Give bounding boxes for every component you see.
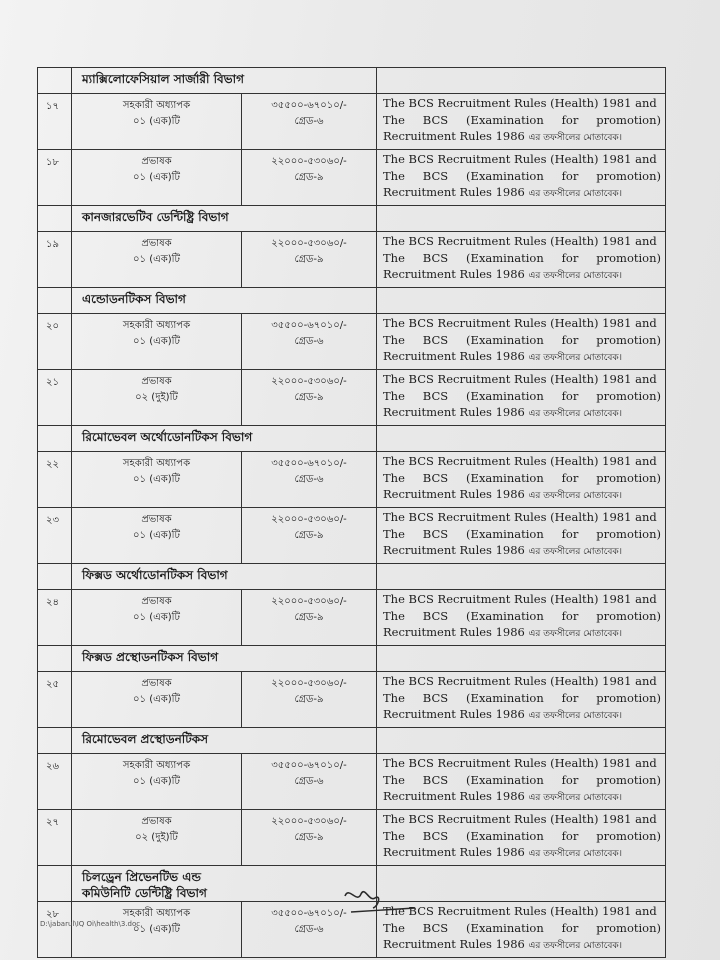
recruitment-rule-cell <box>377 232 666 288</box>
rule-line-2: The BCS (Examination for promotion) <box>383 470 661 485</box>
rule-line-3-bn: এর তফসীলের মোতাবেক। <box>528 353 622 363</box>
blank-cell <box>377 288 666 314</box>
posts-table-container <box>37 67 665 958</box>
table-row <box>38 672 666 728</box>
serial-number: ২৫ <box>38 672 72 728</box>
grade: গ্রেড-৬ <box>294 924 324 935</box>
rule-line-2: The BCS (Examination for promotion) <box>383 920 661 935</box>
grade: গ্রেড-৬ <box>294 776 324 787</box>
post-name: সহকারী অধ্যাপক <box>122 760 191 771</box>
post-cell <box>72 672 242 728</box>
pay-scale: ২২০০০-৫৩০৬০/- <box>271 376 347 387</box>
rule-line-3 <box>383 128 661 147</box>
footer-file-path: D:\jabarul\IQ Oi\health\3.doc <box>40 920 141 928</box>
grade: গ্রেড-৬ <box>294 336 324 347</box>
post-name: প্রভাষক <box>141 678 172 689</box>
pay-scale: ২২০০০-৫৩০৬০/- <box>271 596 347 607</box>
pay-scale-cell <box>242 232 377 288</box>
recruitment-rule-cell <box>377 754 666 810</box>
table-row <box>38 754 666 810</box>
rule-line-1: The BCS Recruitment Rules (Health) 1981 and <box>383 756 657 770</box>
rule-line-3-bn: এর তফসীলের মোতাবেক। <box>528 271 622 281</box>
blank-cell <box>38 728 72 754</box>
rule-line-3-en: Recruitment Rules 1986 <box>383 129 525 143</box>
post-count: ০১ (এক)টি <box>133 776 180 787</box>
section-header-row <box>38 206 666 232</box>
post-cell <box>72 810 242 866</box>
grade: গ্রেড-৯ <box>294 254 324 265</box>
rule-line-1: The BCS Recruitment Rules (Health) 1981 and <box>383 152 657 166</box>
post-name: প্রভাষক <box>141 376 172 387</box>
post-name: সহকারী অধ্যাপক <box>122 458 191 469</box>
section-name: কমিউনিটি ডেন্টিষ্ট্রি বিভাগ <box>82 886 207 900</box>
section-name-cell <box>72 206 377 232</box>
rule-line-3-bn: এর তফসীলের মোতাবেক। <box>528 629 622 639</box>
rule-line-3-en: Recruitment Rules 1986 <box>383 487 525 501</box>
rule-line-3-bn: এর তফসীলের মোতাবেক। <box>528 793 622 803</box>
serial-number: ১৯ <box>38 232 72 288</box>
recruitment-rule-cell <box>377 508 666 564</box>
rule-line-3-en: Recruitment Rules 1986 <box>383 845 525 859</box>
post-cell <box>72 754 242 810</box>
pay-scale-cell <box>242 150 377 206</box>
post-cell <box>72 150 242 206</box>
blank-cell <box>38 426 72 452</box>
post-name: প্রভাষক <box>141 514 172 525</box>
serial-number: ২১ <box>38 370 72 426</box>
pay-scale-cell <box>242 672 377 728</box>
pay-scale-cell <box>242 590 377 646</box>
rule-line-3 <box>383 788 661 807</box>
pay-scale: ৩৫৫০০-৬৭০১০/- <box>271 908 347 919</box>
rule-line-3-en: Recruitment Rules 1986 <box>383 405 525 419</box>
section-name: ফিক্সড অর্থোডোনটিকস বিভাগ <box>82 568 228 582</box>
rule-line-1: The BCS Recruitment Rules (Health) 1981 and <box>383 592 657 606</box>
post-count: ০২ (দুই)টি <box>135 392 178 403</box>
post-count: ০১ (এক)টি <box>133 924 180 935</box>
section-header-row <box>38 564 666 590</box>
serial-number: ১৮ <box>38 150 72 206</box>
section-name: চিলড্রেন প্রিভেনটিভ এন্ড <box>82 870 201 884</box>
serial-number: ২৭ <box>38 810 72 866</box>
post-cell <box>72 232 242 288</box>
rule-line-2: The BCS (Examination for promotion) <box>383 250 661 265</box>
section-name-cell <box>72 68 377 94</box>
rule-line-1: The BCS Recruitment Rules (Health) 1981 and <box>383 372 657 386</box>
recruitment-rule-cell <box>377 452 666 508</box>
blank-cell <box>38 564 72 590</box>
section-name-cell <box>72 564 377 590</box>
blank-cell <box>38 646 72 672</box>
post-cell <box>72 452 242 508</box>
rule-line-2: The BCS (Examination for promotion) <box>383 526 661 541</box>
post-cell <box>72 508 242 564</box>
rule-line-1: The BCS Recruitment Rules (Health) 1981 and <box>383 510 657 524</box>
rule-line-1: The BCS Recruitment Rules (Health) 1981 and <box>383 812 657 826</box>
grade: গ্রেড-৬ <box>294 116 324 127</box>
pay-scale-cell <box>242 94 377 150</box>
pay-scale-cell <box>242 370 377 426</box>
rule-line-3 <box>383 624 661 643</box>
rule-line-2: The BCS (Examination for promotion) <box>383 332 661 347</box>
rule-line-3-en: Recruitment Rules 1986 <box>383 707 525 721</box>
recruitment-rule-cell <box>377 94 666 150</box>
blank-cell <box>38 288 72 314</box>
table-row <box>38 94 666 150</box>
grade: গ্রেড-৯ <box>294 612 324 623</box>
rule-line-2: The BCS (Examination for promotion) <box>383 112 661 127</box>
blank-cell <box>38 68 72 94</box>
section-name: কানজারভেটিব ডেন্টিষ্ট্রি বিভাগ <box>82 210 229 224</box>
rule-line-1: The BCS Recruitment Rules (Health) 1981 and <box>383 674 657 688</box>
section-name-cell <box>72 426 377 452</box>
rule-line-2: The BCS (Examination for promotion) <box>383 608 661 623</box>
rule-line-3 <box>383 184 661 203</box>
post-count: ০১ (এক)টি <box>133 612 180 623</box>
rule-line-1: The BCS Recruitment Rules (Health) 1981 and <box>383 454 657 468</box>
rule-line-1: The BCS Recruitment Rules (Health) 1981 and <box>383 96 657 110</box>
rule-line-3-bn: এর তফসীলের মোতাবেক। <box>528 189 622 199</box>
post-count: ০১ (এক)টি <box>133 254 180 265</box>
posts-table-body <box>38 68 666 958</box>
rule-line-3 <box>383 542 661 561</box>
recruitment-rule-cell <box>377 370 666 426</box>
blank-cell <box>377 206 666 232</box>
pay-scale: ৩৫৫০০-৬৭০১০/- <box>271 760 347 771</box>
grade: গ্রেড-৯ <box>294 392 324 403</box>
serial-number: ২২ <box>38 452 72 508</box>
rule-line-2: The BCS (Examination for promotion) <box>383 690 661 705</box>
grade: গ্রেড-৯ <box>294 694 324 705</box>
pay-scale-cell <box>242 314 377 370</box>
rule-line-3-bn: এর তফসীলের মোতাবেক। <box>528 547 622 557</box>
pay-scale-cell <box>242 452 377 508</box>
rule-line-3 <box>383 266 661 285</box>
recruitment-rule-cell <box>377 150 666 206</box>
pay-scale: ২২০০০-৫৩০৬০/- <box>271 816 347 827</box>
pay-scale-cell <box>242 508 377 564</box>
post-cell <box>72 94 242 150</box>
rule-line-3 <box>383 486 661 505</box>
rule-line-1: The BCS Recruitment Rules (Health) 1981 and <box>383 904 657 918</box>
rule-line-3 <box>383 936 661 955</box>
rule-line-3-en: Recruitment Rules 1986 <box>383 789 525 803</box>
serial-number: ২৪ <box>38 590 72 646</box>
post-name: সহকারী অধ্যাপক <box>122 908 191 919</box>
section-name-cell <box>72 728 377 754</box>
recruitment-rule-cell <box>377 810 666 866</box>
pay-scale: ২২০০০-৫৩০৬০/- <box>271 156 347 167</box>
rule-line-3-en: Recruitment Rules 1986 <box>383 937 525 951</box>
blank-cell <box>377 646 666 672</box>
blank-cell <box>377 426 666 452</box>
serial-number: ১৭ <box>38 94 72 150</box>
pay-scale-cell <box>242 754 377 810</box>
rule-line-3-bn: এর তফসীলের মোতাবেক। <box>528 941 622 951</box>
section-header-row <box>38 68 666 94</box>
rule-line-3-bn: এর তফসীলের মোতাবেক। <box>528 711 622 721</box>
serial-number: ২৩ <box>38 508 72 564</box>
recruitment-rule-cell <box>377 314 666 370</box>
rule-line-2: The BCS (Examination for promotion) <box>383 168 661 183</box>
post-name: প্রভাষক <box>141 238 172 249</box>
pay-scale: ৩৫৫০০-৬৭০১০/- <box>271 100 347 111</box>
section-name: এন্ডোডনটিকস বিভাগ <box>82 292 186 306</box>
post-cell <box>72 314 242 370</box>
section-name: ম্যাক্সিলোফেসিয়াল সার্জারী বিভাগ <box>82 72 244 86</box>
rule-line-2: The BCS (Examination for promotion) <box>383 828 661 843</box>
post-name: সহকারী অধ্যাপক <box>122 320 191 331</box>
rule-line-3-en: Recruitment Rules 1986 <box>383 543 525 557</box>
section-name: ফিক্সড প্রস্থোডনটিকস বিভাগ <box>82 650 219 664</box>
table-row <box>38 370 666 426</box>
posts-table <box>37 67 666 958</box>
post-count: ০১ (এক)টি <box>133 172 180 183</box>
rule-line-3 <box>383 706 661 725</box>
section-name: রিমোভেবল অর্থোডোনটিকস বিভাগ <box>82 430 253 444</box>
section-header-row <box>38 426 666 452</box>
rule-line-2: The BCS (Examination for promotion) <box>383 388 661 403</box>
rule-line-3-bn: এর তফসীলের মোতাবেক। <box>528 133 622 143</box>
post-name: প্রভাষক <box>141 156 172 167</box>
serial-number: ২৮ <box>38 902 72 958</box>
pay-scale: ৩৫৫০০-৬৭০১০/- <box>271 320 347 331</box>
blank-cell <box>377 68 666 94</box>
grade: গ্রেড-৯ <box>294 530 324 541</box>
rule-line-3-bn: এর তফসীলের মোতাবেক। <box>528 849 622 859</box>
post-count: ০১ (এক)টি <box>133 474 180 485</box>
table-row <box>38 590 666 646</box>
rule-line-1: The BCS Recruitment Rules (Health) 1981 and <box>383 234 657 248</box>
section-header-row <box>38 646 666 672</box>
rule-line-3-en: Recruitment Rules 1986 <box>383 267 525 281</box>
post-cell <box>72 590 242 646</box>
grade: গ্রেড-৯ <box>294 172 324 183</box>
rule-line-3-bn: এর তফসীলের মোতাবেক। <box>528 409 622 419</box>
rule-line-1: The BCS Recruitment Rules (Health) 1981 and <box>383 316 657 330</box>
recruitment-rule-cell <box>377 672 666 728</box>
post-count: ০১ (এক)টি <box>133 530 180 541</box>
rule-line-3-en: Recruitment Rules 1986 <box>383 349 525 363</box>
post-count: ০১ (এক)টি <box>133 116 180 127</box>
serial-number: ২০ <box>38 314 72 370</box>
pay-scale: ২২০০০-৫৩০৬০/- <box>271 514 347 525</box>
rule-line-3 <box>383 844 661 863</box>
section-header-row <box>38 288 666 314</box>
table-row <box>38 810 666 866</box>
table-row <box>38 314 666 370</box>
blank-cell <box>377 728 666 754</box>
blank-cell <box>38 206 72 232</box>
table-row <box>38 452 666 508</box>
grade: গ্রেড-৬ <box>294 474 324 485</box>
post-cell <box>72 902 242 958</box>
rule-line-2: The BCS (Examination for promotion) <box>383 772 661 787</box>
section-name: রিমোভেবল প্রস্থোডনটিকস <box>82 732 209 746</box>
post-count: ০২ (দুই)টি <box>135 832 178 843</box>
rule-line-3-en: Recruitment Rules 1986 <box>383 185 525 199</box>
post-count: ০১ (এক)টি <box>133 336 180 347</box>
recruitment-rule-cell <box>377 590 666 646</box>
post-name: প্রভাষক <box>141 596 172 607</box>
grade: গ্রেড-৯ <box>294 832 324 843</box>
pay-scale-cell <box>242 810 377 866</box>
pay-scale: ২২০০০-৫৩০৬০/- <box>271 238 347 249</box>
rule-line-3 <box>383 348 661 367</box>
rule-line-3-bn: এর তফসীলের মোতাবেক। <box>528 491 622 501</box>
serial-number: ২৬ <box>38 754 72 810</box>
pay-scale: ৩৫৫০০-৬৭০১০/- <box>271 458 347 469</box>
section-name-cell <box>72 288 377 314</box>
post-name: প্রভাষক <box>141 816 172 827</box>
section-name-cell <box>72 866 377 902</box>
post-name: সহকারী অধ্যাপক <box>122 100 191 111</box>
pay-scale: ২২০০০-৫৩০৬০/- <box>271 678 347 689</box>
rule-line-3 <box>383 404 661 423</box>
handwritten-initial <box>335 882 425 918</box>
section-header-row <box>38 728 666 754</box>
table-row <box>38 232 666 288</box>
table-row <box>38 508 666 564</box>
post-cell <box>72 370 242 426</box>
blank-cell <box>377 564 666 590</box>
rule-line-3-en: Recruitment Rules 1986 <box>383 625 525 639</box>
section-name-cell <box>72 646 377 672</box>
table-row <box>38 150 666 206</box>
blank-cell <box>38 866 72 902</box>
post-count: ০১ (এক)টি <box>133 694 180 705</box>
